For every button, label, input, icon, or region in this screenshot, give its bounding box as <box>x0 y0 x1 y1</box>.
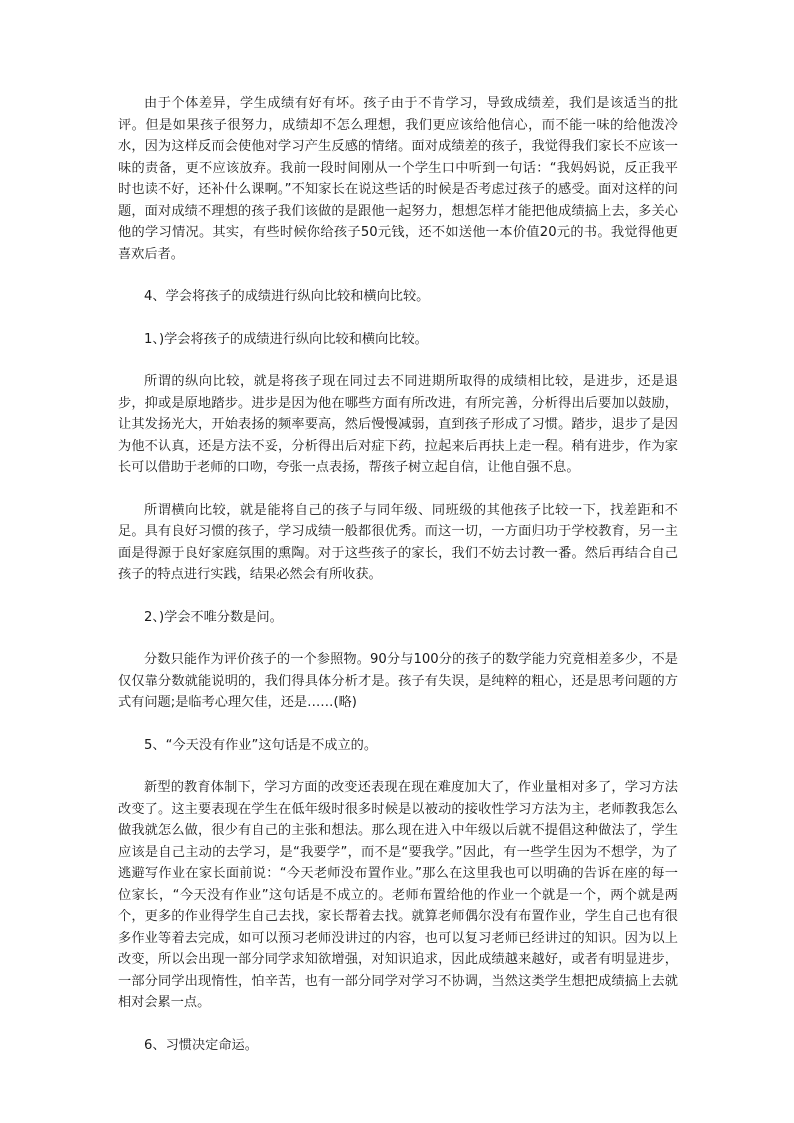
paragraph-vertical-comparison: 所谓的纵向比较，就是将孩子现在同过去不同进期所取得的成绩相比较，是进步，还是退步，抑或是原地踏步。进步是因为他在哪些方面有所改进，有所完善，分析得出后要加以鼓励，让其发扬光大，开始表扬的频率要高，然后慢慢减弱，直到孩子形成了习惯。踏步，退步了是因为他不认真，还是方法不妥，分析得出后对症下药，拉起来后再扶上走一程。稍有进步，作为家长可以借助于老师的口吻，夸张一点表扬，帮孩子树立起自信，让他自强不息。 <box>118 374 678 475</box>
paragraph-homework: 新型的教育体制下，学习方面的改变还表现在现在难度加大了，作业量相对多了，学习方法改变了。这主要表现在学生在低年级时很多时候是以被动的接收性学习方法为主，老师教我怎么做我就怎么做，很少有自己的主张和想法。那么现在进入中年级以后就不提倡这种做法了，学生应该是自己主动的去学习，是“我要学”，而不是“要我学。”因此，有一些学生因为不想学，为了逃避写作业在家长面前说：“今天老师没布置作业。”那么在这里我也可以明确的告诉在座的每一位家长，“今天没有作业”这句话是不成立的。老师布置给他的作业一个就是一个，两个就是两个，更多的作业得学生自己去找，家长帮着去找。就算老师偶尔没有布置作业，学生自己也有很多作业等着去完成，如可以预习老师没讲过的内容，也可以复习老师已经讲过的知识。因为以上改变，所以会出现一部分同学求知欲增强，对知识追求，因此成绩越来越好，或者有明显进步，一部分同学出现惰性，怕辛苦，也有一部分同学对学习不协调，当然这类学生想把成绩搞上去就相对会累一点。 <box>118 780 678 1010</box>
paragraph-scores: 分数只能作为评价孩子的一个参照物。90分与100分的孩子的数学能力究竟相差多少，不是仅仅靠分数就能说明的，我们得具体分析才是。孩子有失误，是纯粹的粗心，还是思考问题的方式有问题;是临考心理欠佳，还是……(略) <box>118 652 678 710</box>
document-page <box>118 93 678 1056</box>
heading-section-6: 6、习惯决定命运。 <box>144 1037 258 1053</box>
heading-section-5: 5、“今天没有作业”这句话是不成立的。 <box>144 737 378 753</box>
heading-subsection-2: 2、)学会不唯分数是问。 <box>144 609 283 625</box>
heading-section-4: 4、学会将孩子的成绩进行纵向比较和横向比较。 <box>144 289 430 304</box>
paragraph-horizontal-comparison: 所谓横向比较，就是能将自己的孩子与同年级、同班级的其他孩子比较一下，找差距和不足。具有良好习惯的孩子，学习成绩一般都很优秀。而这一切，一方面归功于学校教育，另一主面是得源于良好家庭氛围的熏陶。对于这些孩子的家长，我们不妨去讨教一番。然后再结合自己孩子的特点进行实践，结果必然会有所收获。 <box>118 502 678 582</box>
heading-subsection-1: 1、)学会将孩子的成绩进行纵向比较和横向比较。 <box>144 331 428 347</box>
paragraph-1: 由于个体差异，学生成绩有好有坏。孩子由于不肯学习，导致成绩差，我们是该适当的批评。但是如果孩子很努力，成绩却不怎么理想，我们更应该给他信心，而不能一味的给他泼冷水，因为这样反而会使他对学习产生反感的情绪。面对成绩差的孩子，我觉得我们家长不应该一味的责备，更不应该放弃。我前一段时间刚从一个学生口中听到一句话：“我妈妈说，反正我平时也读不好，还补什么课啊。”不知家长在说这些话的时候是否考虑过孩子的感受。面对这样的问题，面对成绩不理想的孩子我们该做的是跟他一起努力，想想怎样才能把他成绩搞上去，多关心他的学习情况。其实，有些时候你给孩子50元钱，还不如送他一本价值20元的书。我觉得他更喜欢后者。 <box>118 96 678 262</box>
